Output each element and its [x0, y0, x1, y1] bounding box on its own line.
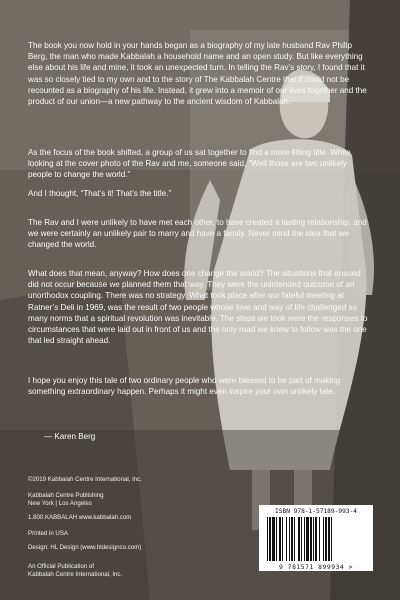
- barcode-stripe: [289, 517, 290, 561]
- paragraph-5: What does that mean, anyway? How does one change the world? The situations that ensued did not occur because we planned them that way. They were the unintended outcome of an unorthodox coupling. There was no strategy. What took place after our fateful meeting at Ratner’s Deli in 1969, was the result of two people whose love and way of life challenged so many norms that a spiritual revolution was inevitable. The steps we took were the responses to circumstances that were laid out in front of us and the only road we knew to follow was the one that led straight ahead.: [28, 269, 368, 346]
- barcode-stripe: [310, 517, 312, 561]
- printed-in: Printed in USA: [28, 530, 68, 537]
- barcode-stripe: [276, 517, 277, 561]
- barcode-stripe: [331, 517, 332, 561]
- barcode-stripe: [328, 517, 330, 561]
- official-line-2: Kabbalah Centre International, Inc.: [28, 571, 123, 578]
- publisher-name: Kabbalah Centre Publishing: [28, 492, 104, 499]
- isbn-barcode: [259, 505, 373, 571]
- barcode-number: 9 781571 899934 >: [279, 563, 353, 571]
- barcode-stripe: [313, 517, 314, 561]
- signature: — Karen Berg: [44, 432, 96, 441]
- design-credit: Design: HL Design (www.hldesignco.com): [28, 544, 142, 551]
- publisher-cities: New York | Los Angeles: [28, 500, 92, 507]
- paragraph-2: As the focus of the book shifted, a group of us sat together to find a more fitting title. While looking at the cover photo of the Rav and me, someone said, “Well those are two unlikely people to change the world.”: [28, 148, 351, 180]
- paragraph-1: The book you now hold in your hands began as a biography of my late husband Rav Philip Berg, the man who made Kabbalah a household name and an open study. But like everything else about his life and mine, it took an unexpected turn. In telling the Rav’s story, I found that it was so closely tied to my own and to the story of The Kabbalah Centre that it could not be recounted as a biography of his life. Instead, it grew into a memoir of our lives together and the product of our union—a new pathway to the ancient wisdom of Kabbalah.: [28, 41, 367, 107]
- blurb-body: [28, 188, 372, 199]
- copyright-line: ©2019 Kabbalah Centre International, Inc.: [28, 476, 142, 483]
- barcode-stripe: [301, 517, 302, 561]
- barcode-stripe: [279, 517, 281, 561]
- barcode-stripe: [304, 517, 305, 561]
- isbn-text: ISBN 978-1-57189-993-4: [275, 508, 357, 515]
- official-line-1: An Official Publication of: [28, 563, 94, 570]
- barcode-stripe: [325, 517, 327, 561]
- barcode-stripe: [267, 517, 268, 561]
- blurb-body: [28, 40, 372, 107]
- paragraph-3: And I thought, “That’s it! That’s the title.”: [28, 189, 172, 198]
- barcode-stripe: [269, 517, 271, 561]
- barcode-stripe: [315, 517, 317, 561]
- barcode-bars: [267, 517, 365, 561]
- blurb-body: [28, 268, 372, 346]
- barcode-stripe: [323, 517, 324, 561]
- barcode-stripe: [291, 517, 293, 561]
- barcode-stripe: [282, 517, 283, 561]
- blurb-body: [28, 217, 372, 251]
- barcode-stripe: [306, 517, 309, 561]
- barcode-stripe: [294, 517, 295, 561]
- contact-line: 1.800.KABBALAH www.kabbalah.com: [28, 514, 132, 521]
- paragraph-4: The Rav and I were unlikely to have met each other, to have created a lasting relationship, and we were certainly an unlikely pair to marry and have a family. Never mind the idea that we changed the world.: [28, 218, 367, 250]
- barcode-stripe: [286, 517, 287, 561]
- barcode-stripe: [298, 517, 300, 561]
- blurb-body: [28, 375, 372, 397]
- blurb-body: [28, 147, 372, 181]
- barcode-stripe: [319, 517, 320, 561]
- barcode-stripe: [272, 517, 275, 561]
- paragraph-6: I hope you enjoy this tale of two ordinary people who were blessed to be part of making something extraordinary happen. Perhaps it might even inspire your own unlikely tale.: [28, 376, 341, 397]
